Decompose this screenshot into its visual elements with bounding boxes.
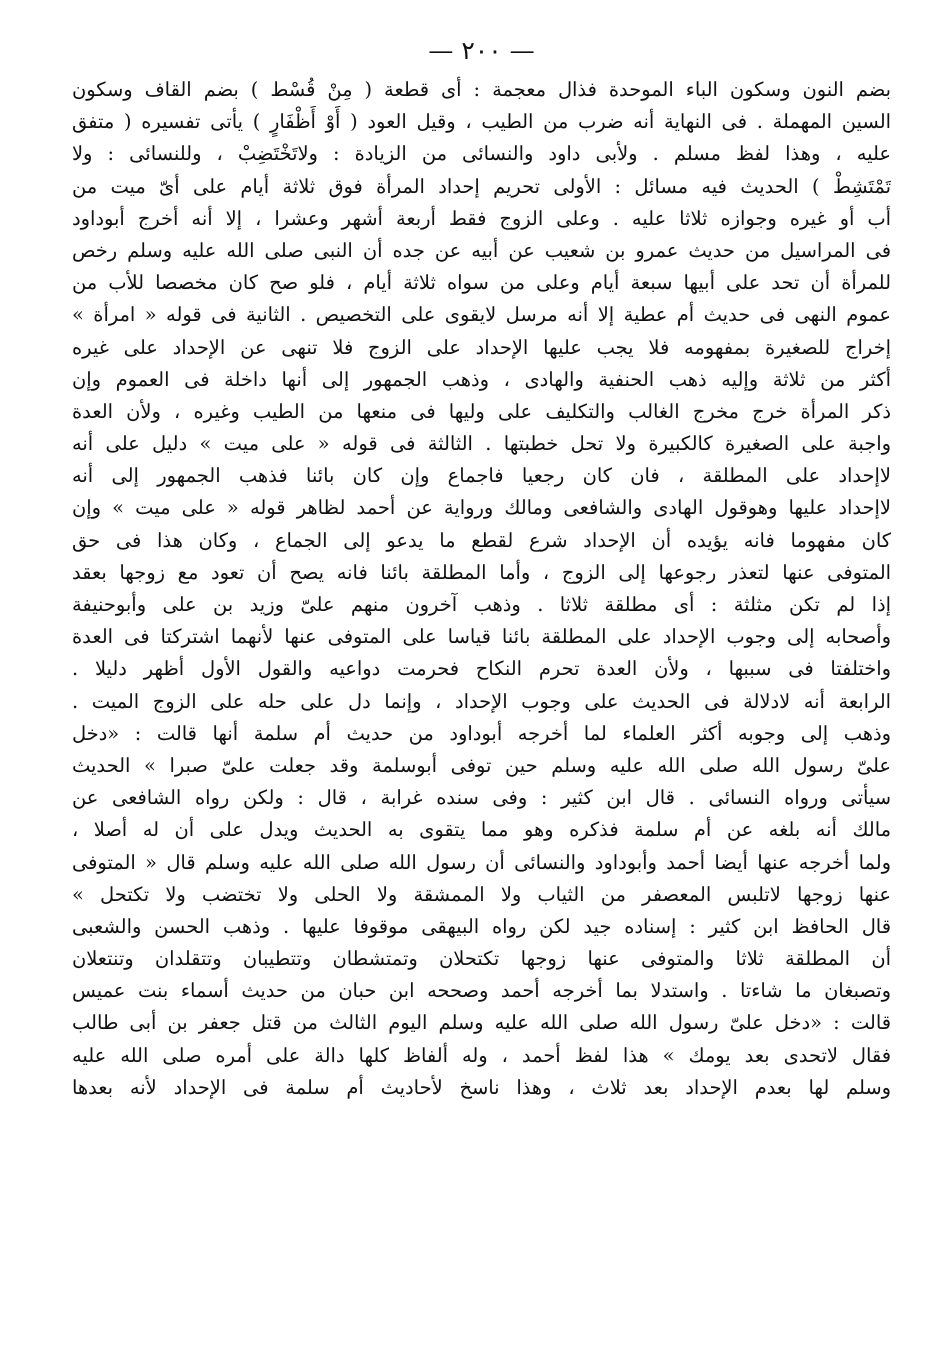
text-line: أب أو غيره وجوازه ثلاثا عليه . وعلى الزوج فقط أربعة أشهر وعشرا ، إلا أنه أخرج أبوداود xyxy=(72,206,891,230)
text-line: أكثر من ثلاثة وإليه ذهب الحنفية والهادى ، وذهب الجمهور إلى أنها داخلة فى العموم وإن xyxy=(72,367,891,391)
text-line: الرابعة أنه لادلالة فى الحديث على وجوب الإحداد ، وإنما دل على حله على الزوج الميت . xyxy=(72,689,891,713)
text-line: سيأتى ورواه النسائى . قال ابن كثير : وفى سنده غرابة ، قال : ولكن رواه الشافعى عن xyxy=(72,786,891,810)
text-line: عليه ، وهذا لفظ مسلم . ولأبى داود والنسائى من الزيادة : ولاتَخْتَضِبْ ، وللنسائى : ولا xyxy=(72,142,891,166)
text-line: وسلم لها بعدم الإحداد بعد ثلاث ، وهذا ناسخ لأحاديث أم سلمة فى الإحداد لأنه بعدها xyxy=(72,1075,891,1099)
text-line: ولما أخرجه عنها أيضا أحمد وأبوداود والنسائى أن رسول الله صلى الله عليه وسلم قال « المتوفى xyxy=(72,850,891,874)
text-line: واختلفتا فى سببها ، ولأن العدة تحرم النكاح فحرمت دواعيه والقول الأول أظهر دليلا . xyxy=(72,657,891,681)
body-text xyxy=(72,74,891,1104)
text-line: بضم النون وسكون الباء الموحدة فذال معجمة : أى قطعة ( مِنْ قُسْط ) بضم القاف وسكون xyxy=(72,78,891,101)
text-line: فقال لاتحدى بعد يومك » هذا لفظ أحمد ، وله ألفاظ كلها دالة على أمره صلى الله عليه xyxy=(72,1043,891,1067)
text-line: وأصحابه إلى وجوب الإحداد على المطلقة بائنا قياسا على المتوفى عنها لأنهما اشتركتا فى العدة xyxy=(72,625,891,649)
text-line: أن المطلقة ثلاثا والمتوفى عنها زوجها تكتحلان وتمتشطان وتتطيبان وتتقلدان وتنتعلان xyxy=(72,947,891,971)
text-line: إذا لم تكن مثلثة : أى مطلقة ثلاثا . وذهب آخرون منهم علىّ وزيد بن على وأبوحنيفة xyxy=(72,593,891,616)
text-line: قال الحافظ ابن كثير : إسناده جيد لكن رواه البيهقى موقوفا عليها . وذهب الحسن والشعبى xyxy=(72,914,891,938)
page-number: — ٢٠٠ — xyxy=(428,36,535,65)
text-line: قالت : «دخل علىّ رسول الله صلى الله عليه وسلم اليوم الثالث من قتل جعفر بن أبى طالب xyxy=(72,1011,891,1035)
text-line: إخراج للصغيرة بمفهومه فلا يجب عليها الإحداد على الزوج فلا تنهى عن الإحداد على غيره xyxy=(72,335,891,359)
text-line: السين المهملة . فى النهاية أنه ضرب من الطيب ، وقيل العود ( أَوْ أَظْفَارٍ ) يأتى تفسيره ( متفق xyxy=(72,110,891,134)
text-line: للمرأة أن تحد على أبيها سبعة أيام وعلى من سواه ثلاثة أيام ، فلو صح كان مخصصا للأب من xyxy=(72,271,891,295)
text-line: لاإحداد عليها وهوقول الهادى والشافعى ومالك ورواية عن أحمد لظاهر قوله « على ميت » وإن xyxy=(72,496,891,520)
text-line: مالك أنه بلغه عن أم سلمة فذكره وهو مما يتقوى به الحديث ويدل على أن له أصلا ، xyxy=(72,818,891,842)
text-line: كان مفهوما فانه يؤيده أن الإحداد شرع لقطع ما يدعو إلى الجماع ، وكان هذا فى حق xyxy=(72,528,891,552)
text-line: لاإحداد على المطلقة ، فان كان رجعيا فاجماع وإن كان بائنا فذهب الجمهور إلى أنه xyxy=(72,464,891,488)
text-line: ذكر المرأة خرج مخرج الغالب والتكليف على وليها فى منعها من الطيب وغيره ، ولأن العدة xyxy=(72,399,891,423)
text-line: تَمْتَشِطْ ) الحديث فيه مسائل : الأولى تحريم إحداد المرأة فوق ثلاثة أيام على أىّ ميت من xyxy=(72,174,891,198)
text-line: فى المراسيل من حديث عمرو بن شعيب عن أبيه عن جده أن النبى صلى الله عليه وسلم رخص xyxy=(72,238,891,262)
text-line: واجبة على الصغيرة كالكبيرة ولا تحل خطبتها . الثالثة فى قوله « على ميت » دليل على أنه xyxy=(72,432,891,456)
text-line: علىّ رسول الله صلى الله عليه وسلم حين توفى أبوسلمة وقد جعلت علىّ صبرا » الحديث xyxy=(72,753,891,777)
text-line: عموم النهى فى حديث أم عطية إلا أنه مرسل لايقوى على التخصيص . الثانية فى قوله « امرأة » xyxy=(72,303,891,327)
text-line: عنها زوجها لاتلبس المعصفر من الثياب ولا الممشقة ولا الحلى ولا تختضب ولا تكتحل » xyxy=(72,882,891,906)
text-line: وذهب إلى وجوبه أكثر العلماء لما أخرجه أبوداود من حديث أم سلمة أنها قالت : «دخل xyxy=(72,721,891,745)
text-line: المتوفى عنها لتعذر رجوعها إلى الزوج ، وأما المطلقة بائنا فانه يصح أن تعود مع زوجها بعقد xyxy=(72,560,891,584)
text-line: وتصبغان ما شاءتا . واستدلا بما أخرجه أحمد وصححه ابن حبان من حديث أسماء بنت عميس xyxy=(72,979,891,1003)
